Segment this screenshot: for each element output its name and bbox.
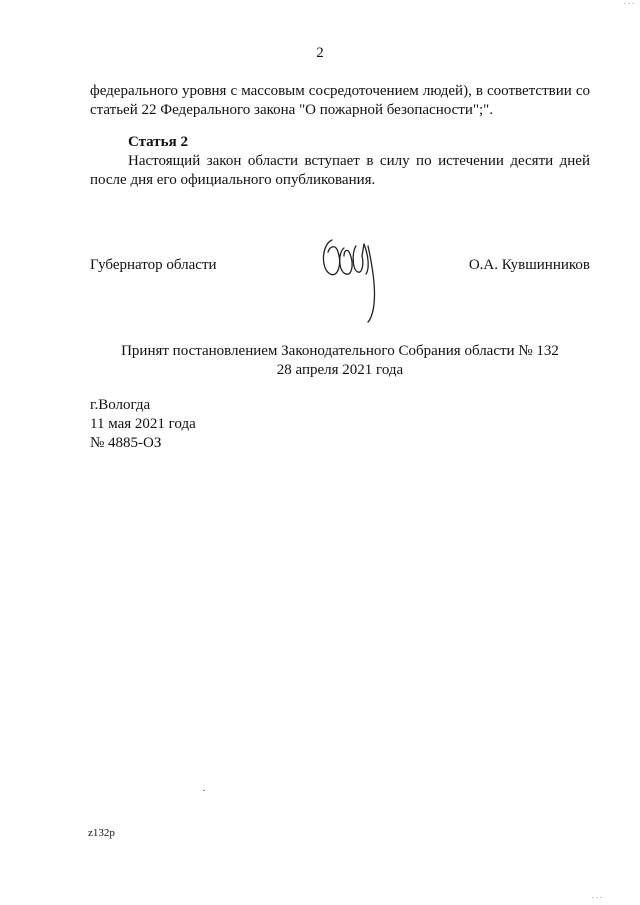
adoption-note [0,342,640,380]
governor-name: О.А. Кувшинников [468,257,590,273]
article-heading: Статья 2 [128,134,188,150]
signing-date: 11 мая 2021 года [90,416,196,432]
place-date-number [90,396,196,453]
signature-image [318,234,378,324]
city: г.Вологда [90,397,151,413]
scan-speck [203,790,205,791]
adoption-line-2: 28 апреля 2021 года [276,362,404,378]
scan-dots-bottom: . . . [592,891,602,900]
governor-title: Губернатор области [90,257,217,273]
law-number: № 4885-ОЗ [90,435,162,451]
article-text: Настоящий закон области вступает в силу по истечении десяти дней после дня его официального опубликования. [90,153,590,188]
footer-code: z132p [88,827,115,839]
scan-dots-top: . . . [624,0,634,6]
continuation-paragraph: федерального уровня с массовым сосредоточением людей), в соответствии со статьей 22 Федерального закона "О пожарной безопасности";". [90,83,590,118]
page-number: 2 [316,45,324,61]
adoption-line-1: Принят постановлением Законодательного Собрания области № 132 [121,343,559,359]
